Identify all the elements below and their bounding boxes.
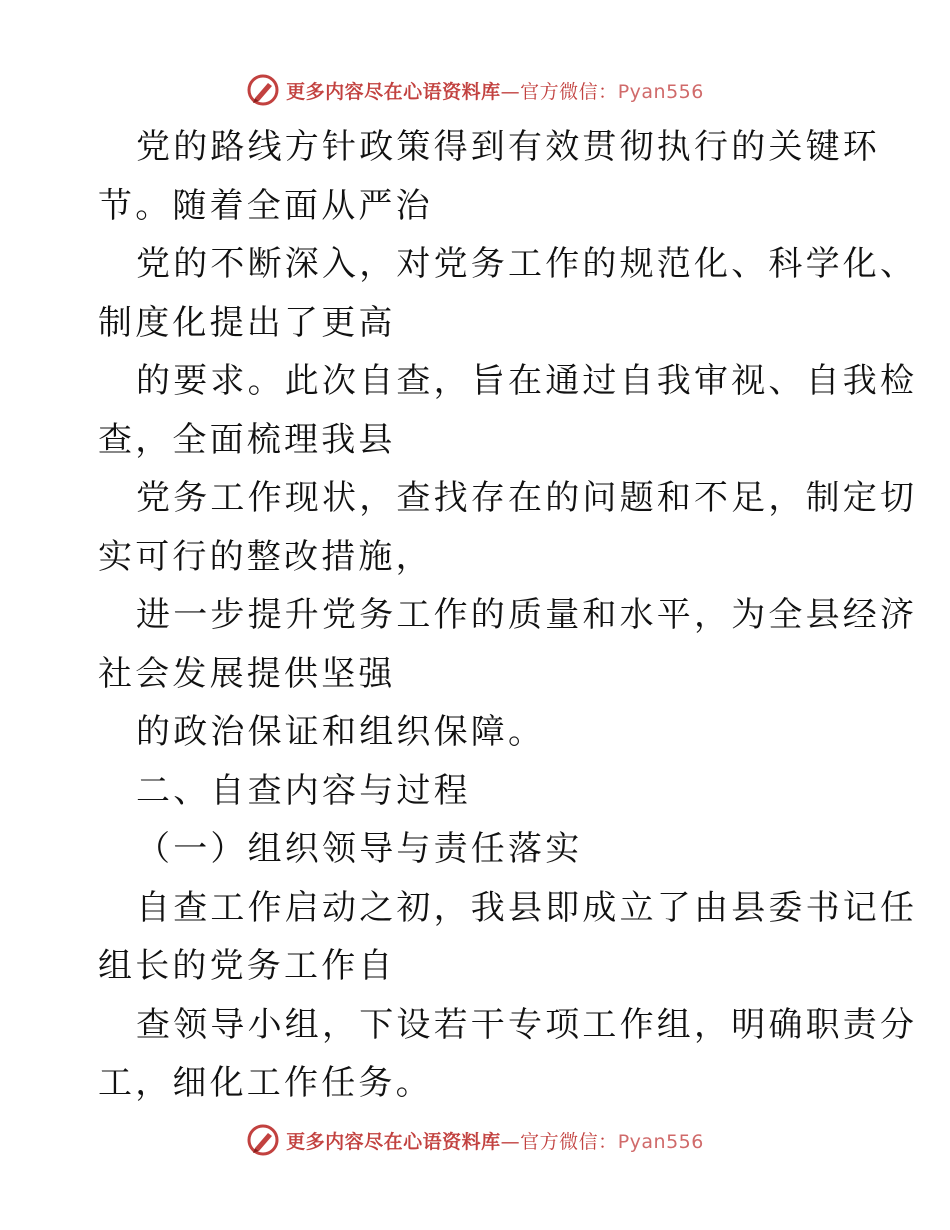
text-line: 进一步提升党务工作的质量和水平，为全县经济 — [136, 595, 918, 635]
text-line: 党务工作现状，查找存在的问题和不足，制定切 — [136, 478, 918, 518]
pen-logo-icon — [246, 73, 280, 107]
text-line: 查，全面梳理我县 — [98, 419, 396, 460]
watermark-text — [286, 1127, 704, 1154]
text-line: 自查工作启动之初，我县即成立了由县委书记任 — [136, 887, 918, 928]
text-line: 工，细化工作任务。 — [98, 1063, 433, 1103]
section-heading: 二、自查内容与过程 — [136, 770, 471, 811]
watermark-label: 官方微信： — [520, 1130, 618, 1153]
watermark-label: 官方微信： — [520, 80, 618, 103]
document-body — [98, 118, 918, 1113]
text-line: 实可行的整改措施， — [98, 536, 433, 577]
watermark-text — [286, 77, 704, 104]
header-watermark — [0, 70, 950, 110]
subsection-heading: （一）组织领导与责任落实 — [136, 829, 583, 869]
text-line: 查领导小组，下设若干专项工作组，明确职责分 — [136, 1004, 918, 1045]
watermark-wechat-id: Pyan556 — [617, 1130, 704, 1153]
watermark-site: 更多内容尽在心语资料库 — [286, 80, 501, 103]
watermark-wechat-id: Pyan556 — [617, 80, 704, 103]
watermark-dash: — — [500, 1130, 521, 1153]
text-line: 党的路线方针政策得到有效贯彻执行的关键环 — [136, 127, 880, 167]
watermark-dash: — — [500, 80, 521, 103]
watermark-site: 更多内容尽在心语资料库 — [286, 1130, 501, 1153]
text-line: 社会发展提供坚强 — [98, 653, 396, 694]
text-line: 制度化提出了更高 — [98, 302, 396, 343]
text-line: 的政治保证和组织保障。 — [136, 712, 546, 752]
footer-watermark — [0, 1120, 950, 1160]
pen-logo-icon — [246, 1123, 280, 1157]
text-line: 节。随着全面从严治 — [98, 185, 433, 226]
text-line: 的要求。此次自查，旨在通过自我审视、自我检 — [136, 361, 918, 401]
text-line: 党的不断深入，对党务工作的规范化、科学化、 — [136, 244, 918, 284]
text-line: 组长的党务工作自 — [98, 946, 396, 986]
